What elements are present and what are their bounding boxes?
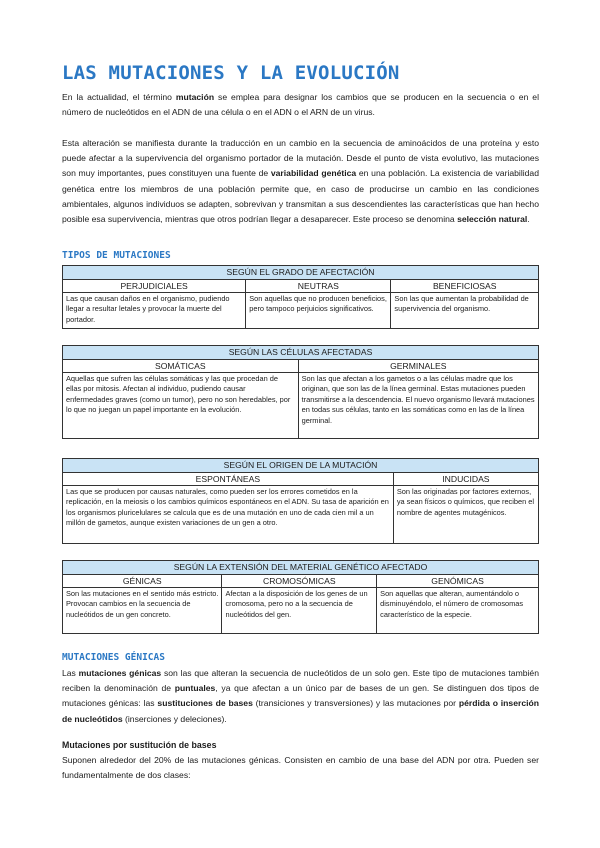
table-title: SEGÚN EL ORIGEN DE LA MUTACIÓN (63, 459, 539, 473)
table-cell: Aquellas que sufren las células somáticas y las que procedan de ellas por mitosis. Afectan al individuo, pudiendo causar enfermedades graves (como un tumor), pero no son heredables, por lo que no juegan un papel importante en la evolución. (63, 373, 299, 439)
text-run: . (527, 214, 530, 225)
text-run: son las que alteran la secuencia de nucleótidos de un solo gen. Este tipo de mutaciones también reciben la denominación de (62, 668, 539, 694)
column-header: GERMINALES (298, 360, 538, 373)
table-title: SEGÚN EL GRADO DE AFECTACIÓN (63, 266, 539, 280)
intro-paragraph-1 (62, 90, 539, 120)
column-header: ESPONTÁNEAS (63, 473, 394, 486)
table-cell: Son las que aumentan la probabilidad de supervivencia del organismo. (391, 293, 539, 329)
genicas-paragraph (62, 666, 539, 727)
table-cell: Afectan a la disposición de los genes de un cromosoma, pero no a la secuencia de nucleótidos del gen. (222, 588, 377, 634)
term-mutaciones-genicas: mutaciones génicas (78, 668, 162, 678)
term-seleccion: selección natural (457, 214, 528, 225)
genicas-heading: MUTACIONES GÉNICAS (62, 652, 165, 663)
table-cell: Son las originadas por factores externos, ya sean físicos o químicos, que reciben el nombre de agentes mutagénicos. (393, 486, 538, 544)
text-run: Esta alteración se manifiesta durante la traducción en un cambio en la secuencia de aminoácidos de una proteína y esto puede afectar a la supervivencia del organismo portador de la mutación. Desde el punto de vista evolutivo, las mutaciones son muy importantes, pues constituyen una fuente de (62, 138, 539, 179)
tipos-heading: TIPOS DE MUTACIONES (62, 250, 171, 261)
table-cell: Las que se producen por causas naturales, como pueden ser los errores cometidos en la replicación, en la meiosis o los cambios químicos espontáneos en el ADN. Su tasa de aparición en los organismos pluricelulares se calcula que es de una mutación en uno de cada cien mil a un millón de gametos, aunque existen variaciones de un gen a otro. (63, 486, 394, 544)
table-extension-material (62, 560, 539, 634)
text-run: (inserciones y deleciones). (122, 713, 227, 724)
table-cell: Son las mutaciones en el sentido más estricto. Provocan cambios en la secuencia de nucleótidos de un gen concreto. (63, 588, 222, 634)
term-mutacion: mutación (175, 92, 215, 102)
table-cell: Son las que afectan a los gametos o a las células madre que los originan, que son las de la línea germinal. Estas mutaciones pueden transmitirse a la descendencia. El nuevo organismo llevará mutaciones en todas sus células, tanto en las somáticas como en las de la línea germinal. (298, 373, 538, 439)
column-header: NEUTRAS (246, 280, 391, 293)
column-header: GENÓMICAS (377, 575, 539, 588)
column-header: CROMOSÓMICAS (222, 575, 377, 588)
term-perdida-insercion: pérdida o inserción de nucleótidos (62, 698, 539, 724)
table-cell: Son aquellas que no producen beneficios, pero tampoco perjuicios significativos. (246, 293, 391, 329)
text-run: se emplea para designar los cambios que se producen en la secuencia o en el número de nucleótidos en el ADN de una célula o en el ADN o el ARN de un virus. (62, 92, 539, 118)
text-run: en una población. La existencia de variabilidad genética entre los miembros de una población permite que, en caso de producirse un cambio en las condiciones ambientales, algunos individuos se adapten, sobrevivan y transmitan a sus descendientes las características que han hecho posible esa supervivencia, mientras que otros podrían llegar a desaparecer. Este proceso se denomina (62, 168, 539, 225)
table-grado-afectacion (62, 265, 539, 329)
column-header: PERJUDICIALES (63, 280, 246, 293)
column-header: SOMÁTICAS (63, 360, 299, 373)
sustitucion-paragraph: Suponen alrededor del 20% de las mutaciones génicas. Consisten en cambio de una base del ADN por otra. Pueden ser fundamentalmente de dos clases: (62, 755, 539, 781)
text-run: , ya que afectan a un único par de bases de un gen. Se distinguen dos tipos de mutaciones génicas: las (62, 683, 539, 709)
table-origen-mutacion (62, 458, 539, 544)
table-cell: Son aquellas que alteran, aumentándolo o disminuyéndolo, el número de cromosomas característico de la especie. (377, 588, 539, 634)
sustitucion-heading: Mutaciones por sustitución de bases (62, 740, 217, 750)
column-header: GÉNICAS (63, 575, 222, 588)
table-cell: Las que causan daños en el organismo, pudiendo llegar a resultar letales y provocar la muerte del portador. (63, 293, 246, 329)
term-puntuales: puntuales (174, 683, 216, 694)
text-run: Las (62, 668, 79, 678)
column-header: BENEFICIOSAS (391, 280, 539, 293)
page-title: LAS MUTACIONES Y LA EVOLUCIÓN (62, 62, 400, 84)
text-run: (transiciones y transversiones) y las mutaciones por (252, 698, 459, 709)
table-celulas-afectadas (62, 345, 539, 439)
text-run: En la actualidad, el término (62, 92, 176, 102)
intro-paragraph-2 (62, 136, 539, 227)
term-variabilidad: variabilidad genética (270, 168, 357, 179)
table-title: SEGÚN LAS CÉLULAS AFECTADAS (63, 346, 539, 360)
table-title: SEGÚN LA EXTENSIÓN DEL MATERIAL GENÉTICO AFECTADO (63, 561, 539, 575)
term-sustituciones: sustituciones de bases (157, 698, 253, 709)
column-header: INDUCIDAS (393, 473, 538, 486)
